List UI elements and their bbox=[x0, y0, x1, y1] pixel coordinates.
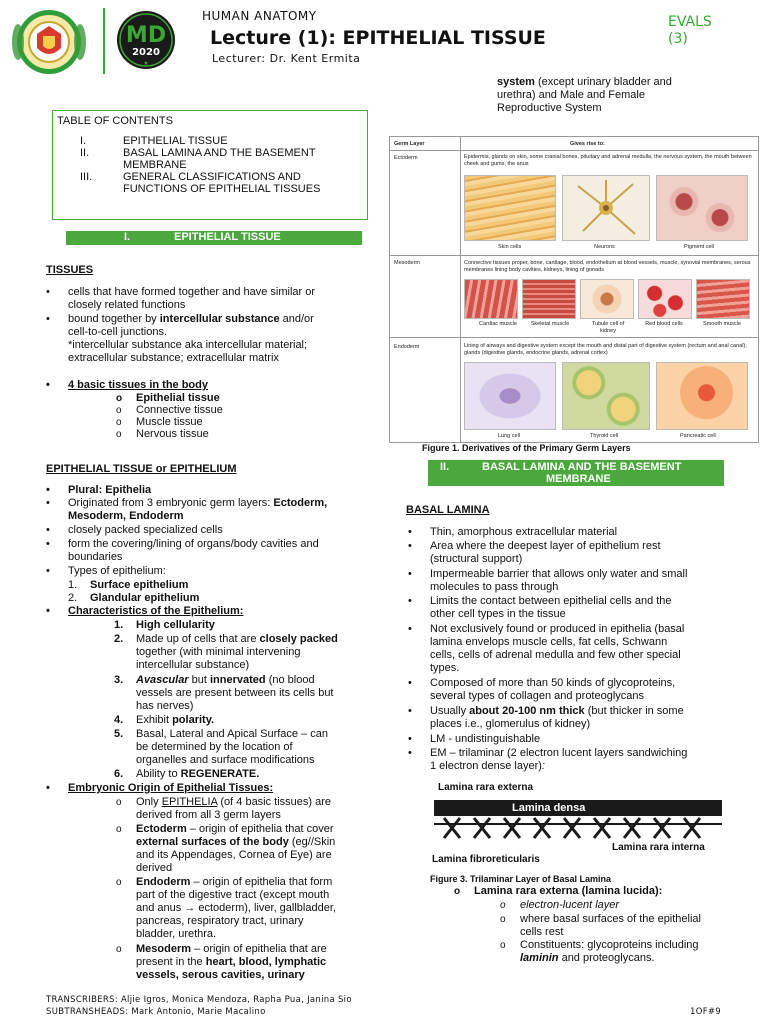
cardiac-muscle-image bbox=[464, 279, 518, 319]
list-item: Basal, Lateral and Apical Surface – can be determined by the location of organelles and surface modifications bbox=[136, 728, 329, 766]
list-number: 1. bbox=[68, 579, 78, 591]
list-item: • Composed of more than 50 kinds of glycoproteins, several types of collagen and proteoglycans bbox=[430, 677, 724, 703]
basal-lamina-heading: BASAL LAMINA bbox=[406, 504, 490, 516]
pigment-cell-image bbox=[656, 175, 748, 241]
germ-layer-figure bbox=[389, 136, 759, 443]
list-number: 6. bbox=[114, 768, 124, 780]
toc-num: III. bbox=[80, 171, 93, 183]
cell-label: Cardiac muscle bbox=[479, 321, 517, 327]
lamina-rara-interna-label: Lamina rara interna bbox=[612, 842, 705, 853]
trilaminar-diagram bbox=[430, 780, 726, 870]
germ-layer-label: Mesoderm bbox=[394, 260, 420, 266]
list-item: Exhibit polarity. bbox=[136, 714, 215, 726]
neuron-image bbox=[562, 175, 650, 241]
cell-label: Tubule cell of kidney bbox=[591, 321, 625, 334]
section-heading-basal-lamina bbox=[428, 460, 724, 486]
college-seal-logo bbox=[6, 8, 92, 76]
list-item: o Epithelial tissue bbox=[136, 392, 220, 405]
cell-label: Pigment cell bbox=[684, 244, 714, 250]
list-item: Avascular but innervated (no blood vessels are present between its cells but has nerves) bbox=[136, 674, 334, 712]
evals-badge bbox=[668, 14, 712, 48]
red-blood-cells-image bbox=[638, 279, 692, 319]
lung-cell-image bbox=[464, 362, 556, 430]
list-item: • Originated from 3 embryonic germ layers: Ectoderm, Mesoderm, Endoderm bbox=[68, 497, 364, 523]
list-item: • Usually about 20-100 nm thick (but thicker in some places i.e., glomerulus of kidney) bbox=[430, 705, 724, 731]
cell-label: Neurons bbox=[594, 244, 615, 250]
figure-caption: Figure 3. Trilaminar Layer of Basal Lamina bbox=[430, 874, 612, 884]
list-item: • Embryonic Origin of Epithelial Tissues: bbox=[68, 782, 273, 795]
list-item: • Limits the contact between epithelial cells and the other cell types in the tissue bbox=[430, 595, 724, 621]
list-item: o Lamina rara externa (lamina lucida): bbox=[474, 885, 662, 898]
section-number: I. bbox=[124, 231, 131, 243]
list-item: • Area where the deepest layer of epithelium rest (structural support) bbox=[430, 540, 724, 566]
toc-title: TABLE OF CONTENTS bbox=[57, 115, 173, 127]
germ-layer-label: Ectoderm bbox=[394, 155, 418, 161]
cell-label: Thyroid cell bbox=[590, 433, 619, 439]
cell-label: Lung cell bbox=[498, 433, 521, 439]
list-item: o Muscle tissue bbox=[136, 416, 203, 429]
list-item: • cells that have formed together and have similar or closely related functions bbox=[68, 286, 364, 312]
transcribers-credit: TRANSCRIBERS: Aljie Igros, Monica Mendoza, Rapha Pua, Janina Sio bbox=[46, 995, 352, 1005]
list-item: • form the covering/lining of organs/body cavities and boundaries bbox=[68, 538, 364, 564]
svg-text:★: ★ bbox=[143, 61, 149, 67]
skin-cells-image bbox=[464, 175, 556, 241]
table-of-contents bbox=[52, 110, 368, 220]
germ-layer-desc: Lining of airways and digestive system except the mouth and distal part of digestive system (rectum and anal canal); glands (digestive glands, endocrine glands, adrenal cortex) bbox=[464, 343, 747, 356]
section-title: MEMBRANE bbox=[546, 473, 611, 485]
section-title: EPITHELIAL TISSUE bbox=[174, 231, 281, 243]
evals-count: (3) bbox=[668, 31, 688, 47]
list-item: Ability to REGENERATE. bbox=[136, 768, 260, 780]
section-number: II. bbox=[440, 461, 450, 473]
kidney-tubule-image bbox=[580, 279, 634, 319]
list-item: o Mesoderm – origin of epithelia that are present in the heart, blood, lymphatic vessels, serous cavities, urinary bbox=[136, 943, 362, 982]
list-item: • Thin, amorphous extracellular material bbox=[430, 526, 617, 539]
list-number: 3. bbox=[114, 674, 124, 686]
logo-md-text: MD bbox=[125, 23, 167, 48]
evals-label: EVALS bbox=[668, 14, 712, 30]
tissues-heading: TISSUES bbox=[46, 264, 94, 276]
epithelium-heading: EPITHELIAL TISSUE or EPITHELIUM bbox=[46, 463, 237, 475]
list-number: 2. bbox=[114, 633, 124, 645]
cell-label: Smooth muscle bbox=[703, 321, 741, 327]
list-item: Surface epithelium bbox=[90, 579, 189, 591]
list-item: o electron-lucent layer bbox=[520, 899, 619, 912]
toc-item[interactable]: FUNCTIONS OF EPITHELIAL TISSUES bbox=[123, 183, 321, 195]
toc-item[interactable]: EPITHELIAL TISSUE bbox=[123, 135, 228, 147]
lecture-title: Lecture (1): EPITHELIAL TISSUE bbox=[210, 27, 546, 49]
list-item: o where basal surfaces of the epithelial cells rest bbox=[520, 913, 724, 939]
page-number: 1OF#9 bbox=[690, 1007, 722, 1017]
cell-label: Pancreatic cell bbox=[680, 433, 716, 439]
germ-layer-label: Endoderm bbox=[394, 344, 420, 350]
list-item: o Constituents: glycoproteins including laminin and proteoglycans. bbox=[520, 939, 724, 965]
lamina-densa-label: Lamina densa bbox=[512, 802, 586, 814]
list-number: 5. bbox=[114, 728, 124, 740]
lecturer-name: Lecturer: Dr. Kent Ermita bbox=[212, 52, 361, 65]
skeletal-muscle-image bbox=[522, 279, 576, 319]
logo-year-text: 2020 bbox=[132, 47, 160, 58]
list-item: • Not exclusively found or produced in epithelia (basal lamina envelops muscle cells, fat cells, Schwann cells, cells of adrenal medulla and few other special types. bbox=[430, 623, 724, 675]
list-item: • 4 basic tissues in the body bbox=[68, 379, 208, 392]
smooth-muscle-image bbox=[696, 279, 750, 319]
toc-item[interactable]: GENERAL CLASSIFICATIONS AND bbox=[123, 171, 301, 183]
list-item: Made up of cells that are closely packed together (with minimal intervening intercellular substance) bbox=[136, 633, 338, 671]
toc-num: I. bbox=[80, 135, 87, 147]
cell-label: Skin cells bbox=[498, 244, 522, 250]
list-number: 4. bbox=[114, 714, 124, 726]
list-item: • bound together by intercellular substance and/or cell-to-cell junctions. *intercellular substance aka intercellular material; extracellular substance; extracellular matrix bbox=[68, 313, 364, 365]
section-title: BASAL LAMINA AND THE BASEMENT bbox=[482, 461, 682, 473]
list-item: o Ectoderm – origin of epithelia that cover external surfaces of the body (eg//Skin and its Appendages, Cornea of Eye) are derived bbox=[136, 823, 362, 875]
pancreatic-cell-image bbox=[656, 362, 748, 430]
list-item: • Impermeable barrier that allows only water and small molecules to pass through bbox=[430, 568, 724, 594]
germ-layer-desc: Epidermis, glands on skin, some cranial bones, pituitary and adrenal medulla, the nervous system, the mouth between cheek and gums, the anus bbox=[464, 154, 752, 167]
figure-col-header: Germ Layer bbox=[394, 141, 425, 147]
list-item: o Endoderm – origin of epithelia that form part of the digestive tract (except mouth and anus → ectoderm), liver, gallbladder, pancreas, respiratory tract, urinary bladder, urethra. bbox=[136, 876, 362, 941]
lamina-rara-externa-label: Lamina rara externa bbox=[438, 782, 534, 793]
cell-label: Skeletal muscle bbox=[530, 321, 570, 327]
md2020-logo bbox=[108, 10, 184, 70]
figure-caption: Figure 1. Derivatives of the Primary Germ Layers bbox=[422, 443, 631, 453]
list-item: High cellularity bbox=[136, 619, 215, 631]
list-item: • LM - undistinguishable bbox=[430, 733, 540, 746]
continued-text: system (except urinary bladder and urethra) and Male and Female Reproductive System bbox=[497, 76, 672, 114]
list-number: 1. bbox=[114, 619, 124, 631]
toc-item[interactable]: BASAL LAMINA AND THE BASEMENT bbox=[123, 147, 316, 159]
list-item: • Characteristics of the Epithelium: bbox=[68, 605, 243, 618]
list-item: • closely packed specialized cells bbox=[68, 524, 223, 537]
thyroid-cell-image bbox=[562, 362, 650, 430]
list-item: o Connective tissue bbox=[136, 404, 223, 417]
header-divider bbox=[103, 8, 105, 74]
list-item: Glandular epithelium bbox=[90, 592, 200, 604]
section-heading-epithelial-tissue bbox=[66, 231, 362, 245]
list-item: o Only EPITHELIA (of 4 basic tissues) are derived from all 3 germ layers bbox=[136, 796, 362, 822]
list-item: o Nervous tissue bbox=[136, 428, 209, 441]
list-item: • EM – trilaminar (2 electron lucent layers sandwiching 1 electron dense layer): bbox=[430, 747, 724, 773]
list-number: 2. bbox=[68, 592, 78, 604]
course-name: HUMAN ANATOMY bbox=[202, 9, 317, 23]
list-item: • Types of epithelium: bbox=[68, 565, 166, 578]
toc-item[interactable]: MEMBRANE bbox=[123, 159, 187, 171]
cell-label: Red blood cells bbox=[645, 321, 683, 327]
subtransheads-credit: SUBTRANSHEADS: Mark Antonio, Marie Macalino bbox=[46, 1007, 266, 1017]
toc-num: II. bbox=[80, 147, 90, 159]
figure-col-header: Gives rise to: bbox=[570, 141, 605, 147]
germ-layer-desc: Connective tissues proper, bone, cartilage, blood, endothelium at blood vessels, muscle, synovial membranes, serous membranes lining body cavities, kidneys, lining of gonads bbox=[464, 260, 751, 273]
list-item: • Plural: Epithelia bbox=[68, 484, 151, 497]
lamina-fibroreticularis-label: Lamina fibroreticularis bbox=[432, 854, 540, 865]
